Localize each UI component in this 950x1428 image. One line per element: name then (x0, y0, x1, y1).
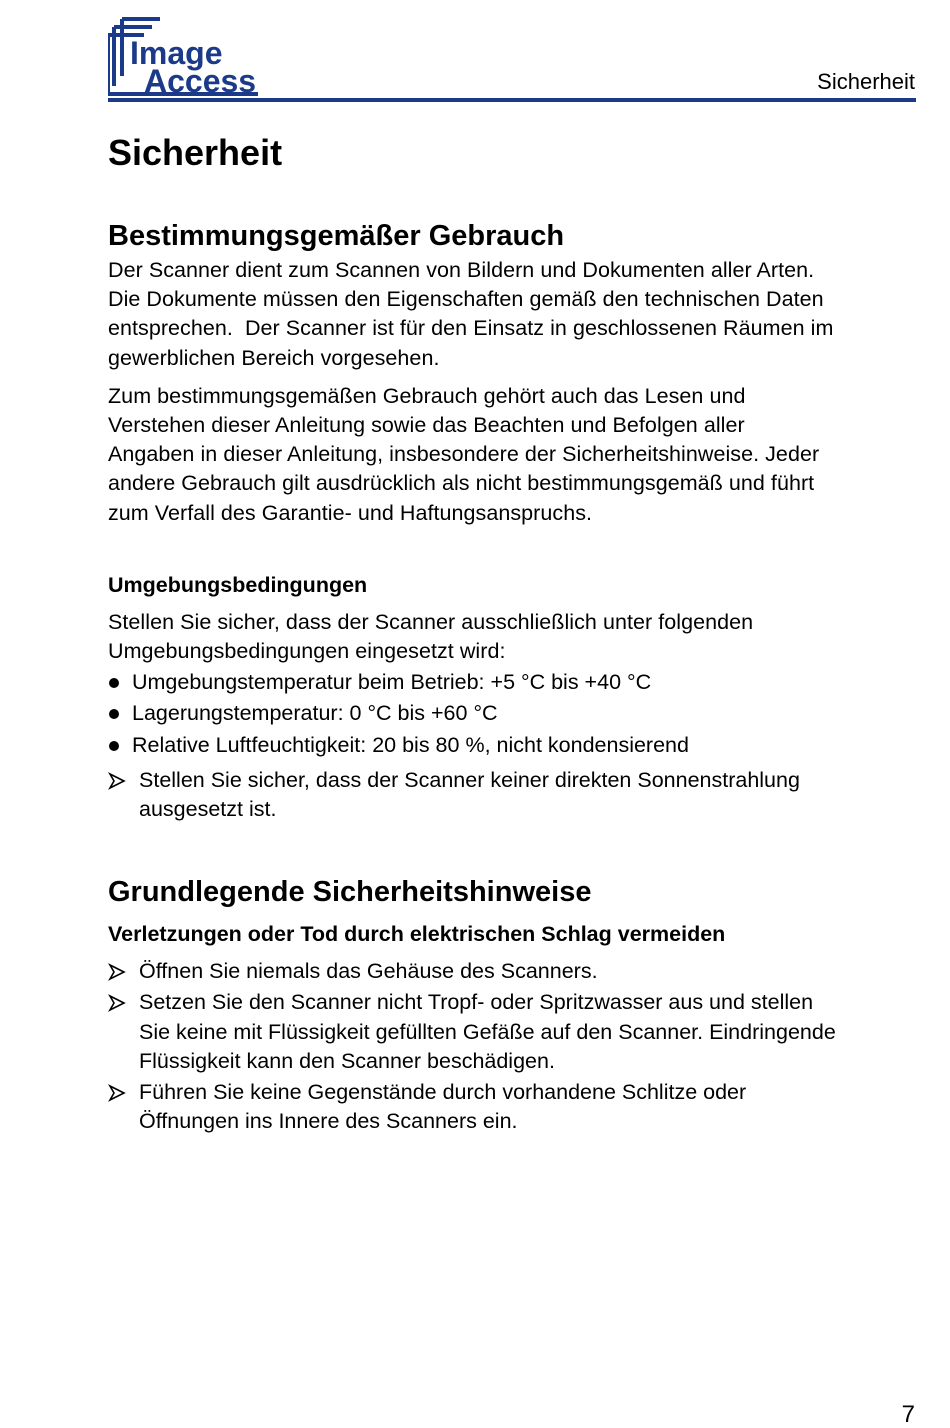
paragraph-environment-intro: Stellen Sie sicher, dass der Scanner ausschließlich unter folgenden Umgebungsbedingungen eingesetzt wird: (108, 609, 754, 664)
page-content (108, 130, 916, 1138)
logo-text-access: Access (144, 63, 257, 96)
arrow-right-icon (108, 963, 126, 981)
environment-instruction-list (108, 766, 916, 824)
header-rule (108, 98, 916, 102)
heading-environment: Umgebungsbedingungen (108, 572, 368, 597)
paragraph-intended-use-2: Zum bestimmungsgemäßen Gebrauch gehört auch das Lesen und Verstehen dieser Anleitung sowie das Beachten und Befolgen aller Angaben in dieser Anleitung, insbesondere der Sicherheitshinweise. Jeder andere Gebrauch gilt ausdrücklich als nicht bestimmungsgemäß und führt zum Verfall des Garantie- und Haftungsanspruchs. (108, 383, 820, 525)
header-section-title: Sicherheit (817, 69, 915, 94)
subheading-electric-shock: Verletzungen oder Tod durch elektrischen Schlag vermeiden (108, 922, 726, 947)
bullet-dot-icon (109, 678, 119, 688)
list-item: Setzen Sie den Scanner nicht Tropf- oder Spritzwasser aus und stellen Sie keine mit Flüssigkeit gefüllten Gefäße auf den Scanner. Eindringende Flüssigkeit kann den Scanner beschädigen. (108, 988, 916, 1076)
heading-basic-safety: Grundlegende Sicherheitshinweise (108, 876, 592, 909)
logo-text-image: Image (130, 35, 223, 71)
heading-intended-use: Bestimmungsgemäßer Gebrauch (108, 220, 565, 252)
paragraph-intended-use-1: Der Scanner dient zum Scannen von Bildern und Dokumenten aller Arten. Die Dokumente müssen den Eigenschaften gemäß den technischen Daten entsprechen. Der Scanner ist für den Einsatz in geschlossenen Räumen im gewerblichen Bereich vorgesehen. (108, 258, 834, 370)
safety-instruction-list (108, 957, 916, 1136)
bullet-dot-icon (109, 741, 119, 751)
environment-bullet-list (108, 668, 916, 760)
list-item: Stellen Sie sicher, dass der Scanner keiner direkten Sonnenstrahlung ausgesetzt ist. (108, 766, 916, 824)
list-item: Relative Luftfeuchtigkeit: 20 bis 80 %, nicht kondensierend (108, 731, 916, 760)
list-item: Lagerungstemperatur: 0 °C bis +60 °C (108, 699, 916, 728)
list-item: Umgebungstemperatur beim Betrieb: +5 °C bis +40 °C (108, 668, 916, 697)
bullet-dot-icon (109, 709, 119, 719)
image-access-logo (108, 16, 268, 96)
arrow-right-icon (108, 994, 126, 1012)
list-item: Führen Sie keine Gegenstände durch vorhandene Schlitze oder Öffnungen ins Innere des Scanners ein. (108, 1078, 916, 1136)
page-title: Sicherheit (108, 132, 283, 173)
list-item: Öffnen Sie niemals das Gehäuse des Scanners. (108, 957, 916, 986)
page-number: 7 (901, 1401, 915, 1428)
arrow-right-icon (108, 1084, 126, 1102)
arrow-right-icon (108, 772, 126, 790)
